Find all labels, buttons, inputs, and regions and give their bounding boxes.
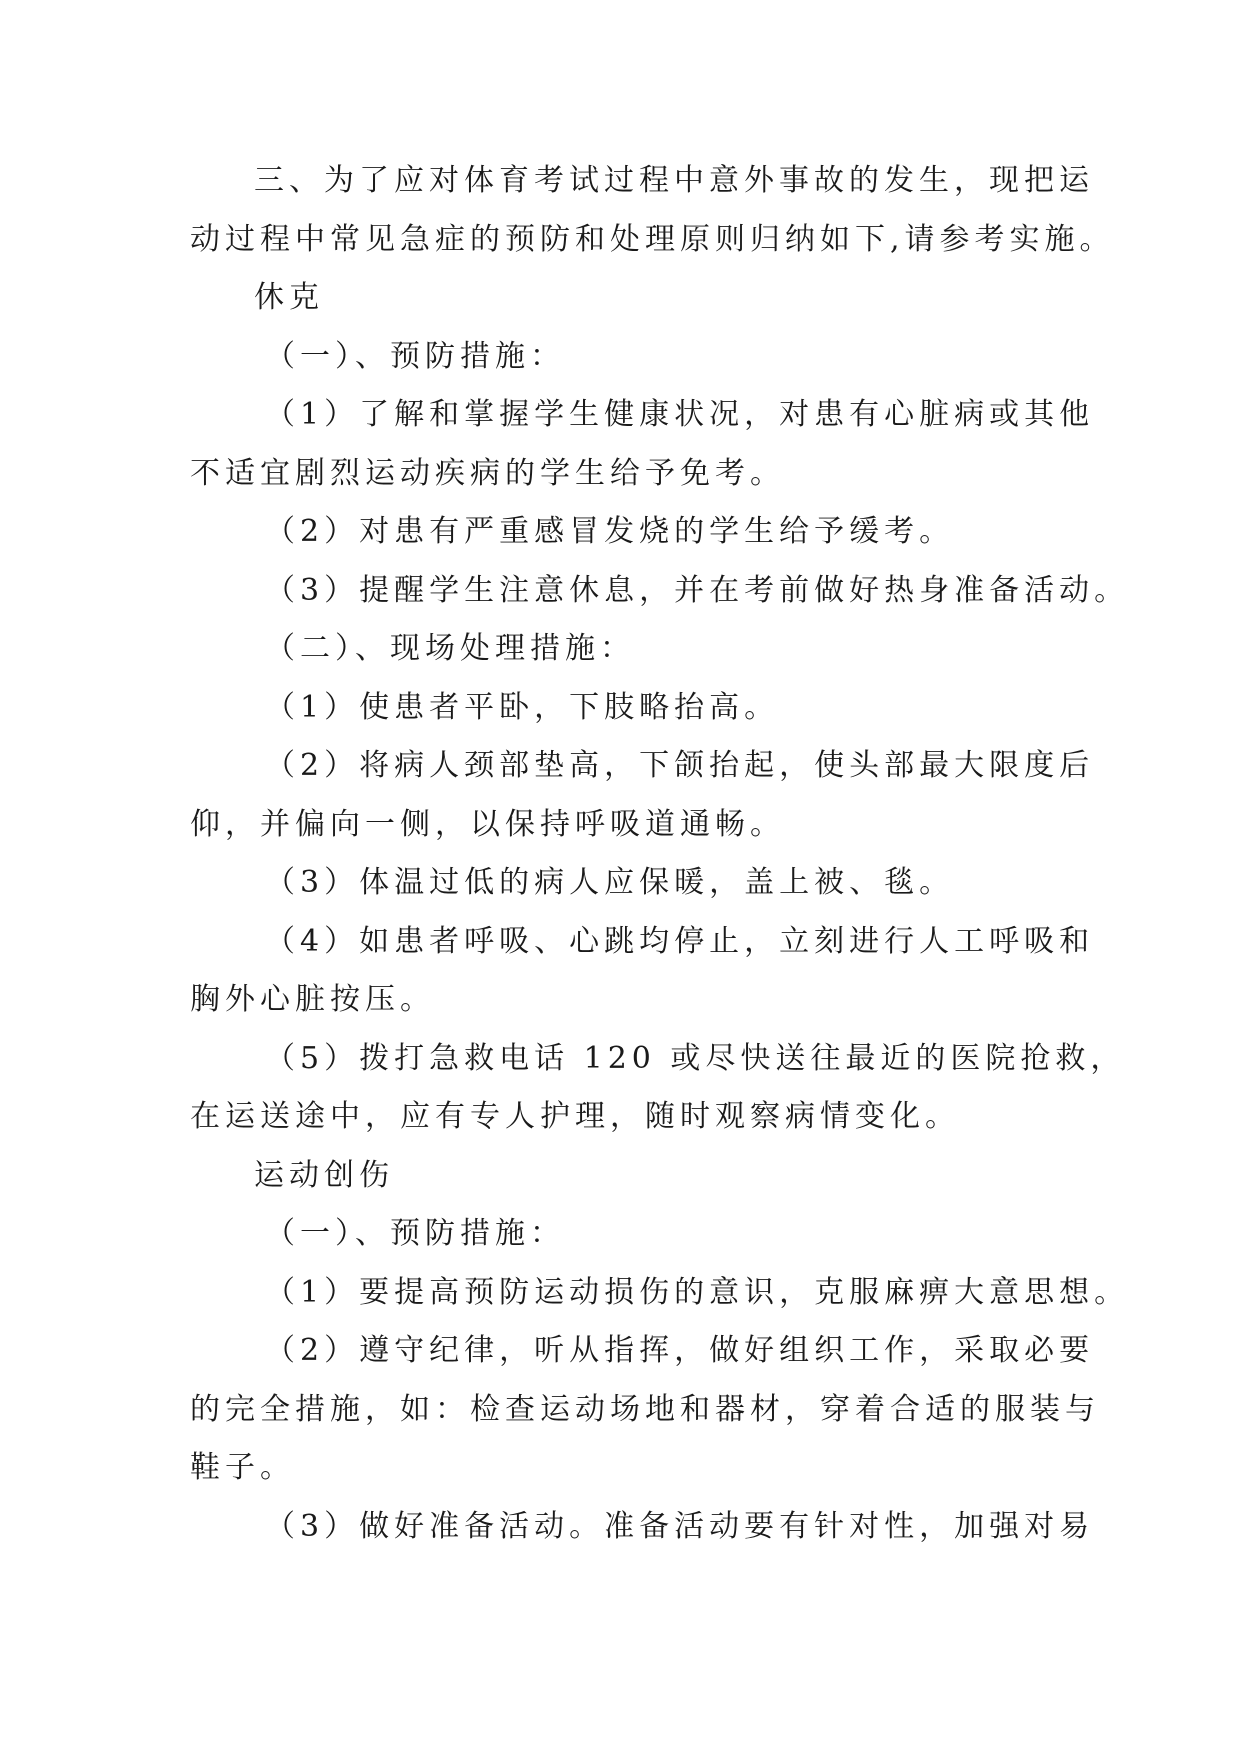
paragraph-line: 的完全措施，如：检查运动场地和器材，穿着合适的服装与	[190, 1391, 1100, 1427]
paragraph-line: 在运送途中，应有专人护理，随时观察病情变化。	[190, 1099, 960, 1134]
list-item: （4）如患者呼吸、心跳均停止，立刻进行人工呼吸和	[265, 923, 1095, 959]
list-item: （3）提醒学生注意休息，并在考前做好热身准备活动。	[265, 572, 1130, 608]
list-item: （2）对患有严重感冒发烧的学生给予缓考。	[265, 514, 955, 549]
paragraph-line: 动过程中常见急症的预防和处理原则归纳如下,请参考实施。	[190, 221, 1115, 257]
paragraph-line: 仰，并偏向一侧，以保持呼吸道通畅。	[190, 806, 785, 842]
list-item: （1）使患者平卧，下肢略抬高。	[265, 689, 780, 725]
list-item: （1）要提高预防运动损伤的意识，克服麻痹大意思想。	[265, 1274, 1130, 1310]
list-item: （1）了解和掌握学生健康状况，对患有心脏病或其他	[265, 397, 1095, 432]
list-item: （5）拨打急救电话 120 或尽快送往最近的医院抢救，	[265, 1040, 1126, 1076]
subheading-prevention: （一）、预防措施：	[265, 1216, 565, 1251]
paragraph-line: 不适宜剧烈运动疾病的学生给予免考。	[190, 455, 785, 491]
subheading-prevention: （一）、预防措施：	[265, 338, 565, 374]
paragraph-line: 胸外心脏按压。	[190, 982, 435, 1017]
paragraph-line: 鞋子。	[190, 1450, 295, 1485]
list-item: （2）遵守纪律，听从指挥，做好组织工作，采取必要	[265, 1333, 1095, 1368]
document-body	[190, 152, 1130, 1556]
paragraph-line: 三、为了应对体育考试过程中意外事故的发生，现把运	[254, 163, 1094, 198]
section-heading-shock: 休克	[254, 280, 324, 315]
section-heading-sports-injury: 运动创伤	[254, 1157, 394, 1193]
subheading-onsite-treatment: （二）、现场处理措施：	[265, 631, 635, 666]
list-item: （2）将病人颈部垫高，下颌抬起，使头部最大限度后	[265, 748, 1095, 783]
list-item: （3）做好准备活动。准备活动要有针对性，加强对易	[265, 1508, 1095, 1544]
list-item: （3）体温过低的病人应保暖，盖上被、毯。	[265, 865, 955, 900]
